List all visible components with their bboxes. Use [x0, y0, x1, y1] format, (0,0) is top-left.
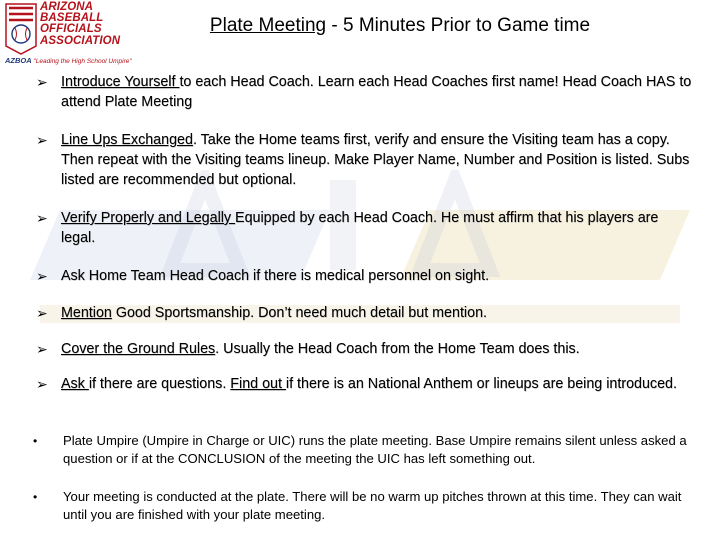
logo-line: ARIZONA [40, 1, 94, 13]
arrow-bullet-icon: ➢ [36, 268, 48, 284]
item-text [61, 208, 696, 248]
note-item [33, 488, 705, 524]
note-text: Plate Umpire (Umpire in Charge or UIC) runs the plate meeting. Base Umpire remains silent unless asked a question or if at the CONCLUSION of the meeting the UIC has left something out. [63, 433, 687, 466]
arrow-bullet-icon: ➢ [36, 74, 48, 90]
item-text [61, 374, 696, 394]
item-underlined: Mention [61, 305, 112, 321]
list-item [36, 374, 696, 394]
list-item [36, 72, 696, 112]
item-text [61, 266, 696, 286]
item-body: to each Head Coach. Learn each Head Coaches first name! Head Coach HAS to attend Plate Meeting [61, 74, 692, 110]
item-body: if there are questions. [88, 376, 231, 392]
list-item [36, 339, 696, 359]
arrow-bullet-icon: ➢ [36, 210, 48, 226]
item-underlined: Introduce Yourself [61, 74, 180, 90]
logo-line: BASEBALL [40, 12, 104, 25]
list-item [36, 130, 696, 190]
item-underlined: Ask [61, 376, 89, 392]
logo-abbr: AZBOA [5, 56, 32, 65]
note-text: Your meeting is conducted at the plate. There will be no warm up pitches thrown at this time. They can wait until you are finished with your plate meeting. [63, 489, 682, 522]
item-underlined: Line Ups Exchanged [61, 132, 193, 148]
title-rest: - 5 Minutes Prior to Game time [326, 15, 591, 36]
arrow-bullet-icon: ➢ [36, 305, 48, 321]
item-underlined: Find out [230, 376, 286, 392]
item-body: Equipped by each Head Coach. He must affirm that his players are legal. [61, 210, 659, 246]
item-text [61, 303, 696, 323]
list-item [36, 303, 696, 323]
item-body: Good Sportsmanship. Don’t need much detail but mention. [111, 305, 487, 321]
arrow-bullet-icon: ➢ [36, 132, 48, 148]
arrow-bullet-icon: ➢ [36, 341, 48, 357]
item-text [61, 339, 696, 359]
bullet-dot-icon: • [33, 434, 38, 448]
item-body: . Take the Home teams first, verify and ensure the Visiting team has a copy. Then repeat with the Visiting teams lineup. Make Player Name, Number and Position is listed. Subs listed are recommended but optional. [61, 132, 690, 188]
bullet-dot-icon: • [33, 490, 38, 504]
logo-tagline: "Leading the High School Umpire" [33, 58, 132, 65]
note-item [33, 432, 705, 468]
list-item [36, 208, 696, 248]
arrow-bullet-icon: ➢ [36, 376, 48, 392]
item-underlined: Verify Properly and Legally [61, 210, 236, 226]
item-body: if there is an National Anthem or lineups are being introduced. [285, 376, 677, 392]
title-underlined: Plate Meeting [209, 15, 327, 36]
item-body: Ask Home Team Head Coach if there is medical personnel on sight. [61, 268, 490, 284]
logo-line: ASSOCIATION [40, 34, 121, 47]
item-underlined: Cover the Ground Rules [61, 341, 216, 357]
list-item [36, 266, 696, 286]
item-text [61, 72, 696, 112]
logo-line: OFFICIALS [40, 23, 102, 36]
item-body: . Usually the Head Coach from the Home Team does this. [215, 341, 580, 357]
item-text [61, 130, 696, 190]
